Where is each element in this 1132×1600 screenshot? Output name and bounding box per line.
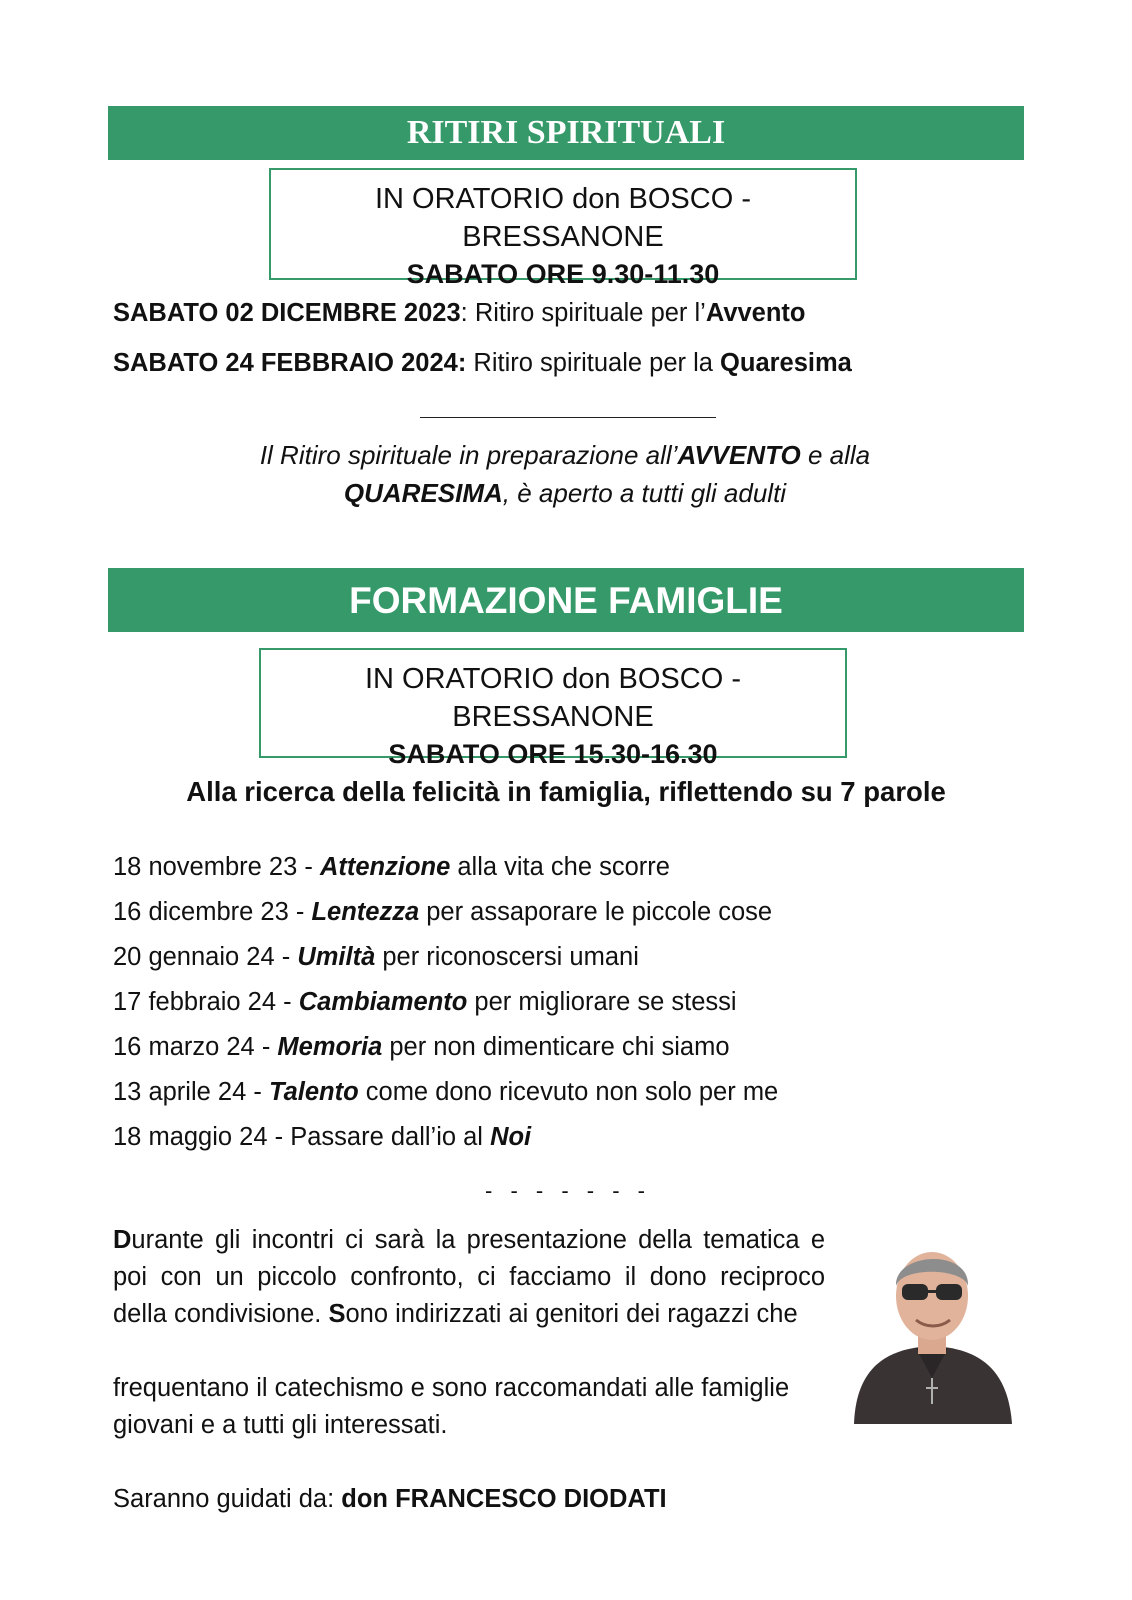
ritiri-title-banner: RITIRI SPIRITUALI (108, 106, 1024, 160)
formazione-info-box (259, 648, 847, 769)
schedule-item: 17 febbraio 24 - Cambiamento per migliorare se stessi (113, 988, 737, 1016)
description-tail: frequentano il catechismo e sono raccomandati alle famiglie giovani e a tutti gli interessati. (113, 1374, 790, 1439)
priest-photo (846, 1228, 1018, 1424)
schedule-item: 18 novembre 23 - Attenzione alla vita che scorre (113, 853, 670, 881)
description-paragraph: Durante gli incontri ci sarà la presentazione della tematica e poi con un piccolo confronto, ci facciamo il dono reciproco della condivisione. Sono indirizzati ai genitori dei ragazzi che (113, 1226, 825, 1328)
guide-line: Saranno guidati da: don FRANCESCO DIODATI (113, 1485, 667, 1513)
schedule-item: 18 maggio 24 - Passare dall’io al Noi (113, 1123, 532, 1151)
ritiri-time: SABATO ORE 9.30-11.30 (406, 259, 720, 289)
formazione-location: IN ORATORIO don BOSCO - BRESSANONE (364, 663, 741, 733)
schedule-item: 16 dicembre 23 - Lentezza per assaporare le piccole cose (113, 898, 773, 926)
ritiri-event: SABATO 02 DICEMBRE 2023: Ritiro spirituale per l’Avvento (113, 299, 806, 327)
divider (420, 417, 716, 418)
formazione-subtitle: Alla ricerca della felicità in famiglia, riflettendo su 7 parole (186, 776, 946, 807)
dash-separator: - - - - - - - (485, 1178, 651, 1203)
schedule-item: 16 marzo 24 - Memoria per non dimenticare chi siamo (113, 1033, 730, 1061)
schedule-item: 13 aprile 24 - Talento come dono ricevuto non solo per me (113, 1078, 779, 1106)
formazione-time: SABATO ORE 15.30-16.30 (388, 739, 718, 769)
schedule-item: 20 gennaio 24 - Umiltà per riconoscersi umani (113, 943, 639, 971)
ritiri-event: SABATO 24 FEBBRAIO 2024: Ritiro spirituale per la Quaresima (113, 349, 852, 377)
ritiri-info-box (269, 168, 857, 289)
ritiri-location: IN ORATORIO don BOSCO - BRESSANONE (374, 183, 751, 253)
formazione-title-banner: FORMAZIONE FAMIGLIE (108, 568, 1024, 632)
ritiri-note: Il Ritiro spirituale in preparazione all’AVVENTO e alla QUARESIMA, è aperto a tutti gli adulti (259, 440, 871, 508)
